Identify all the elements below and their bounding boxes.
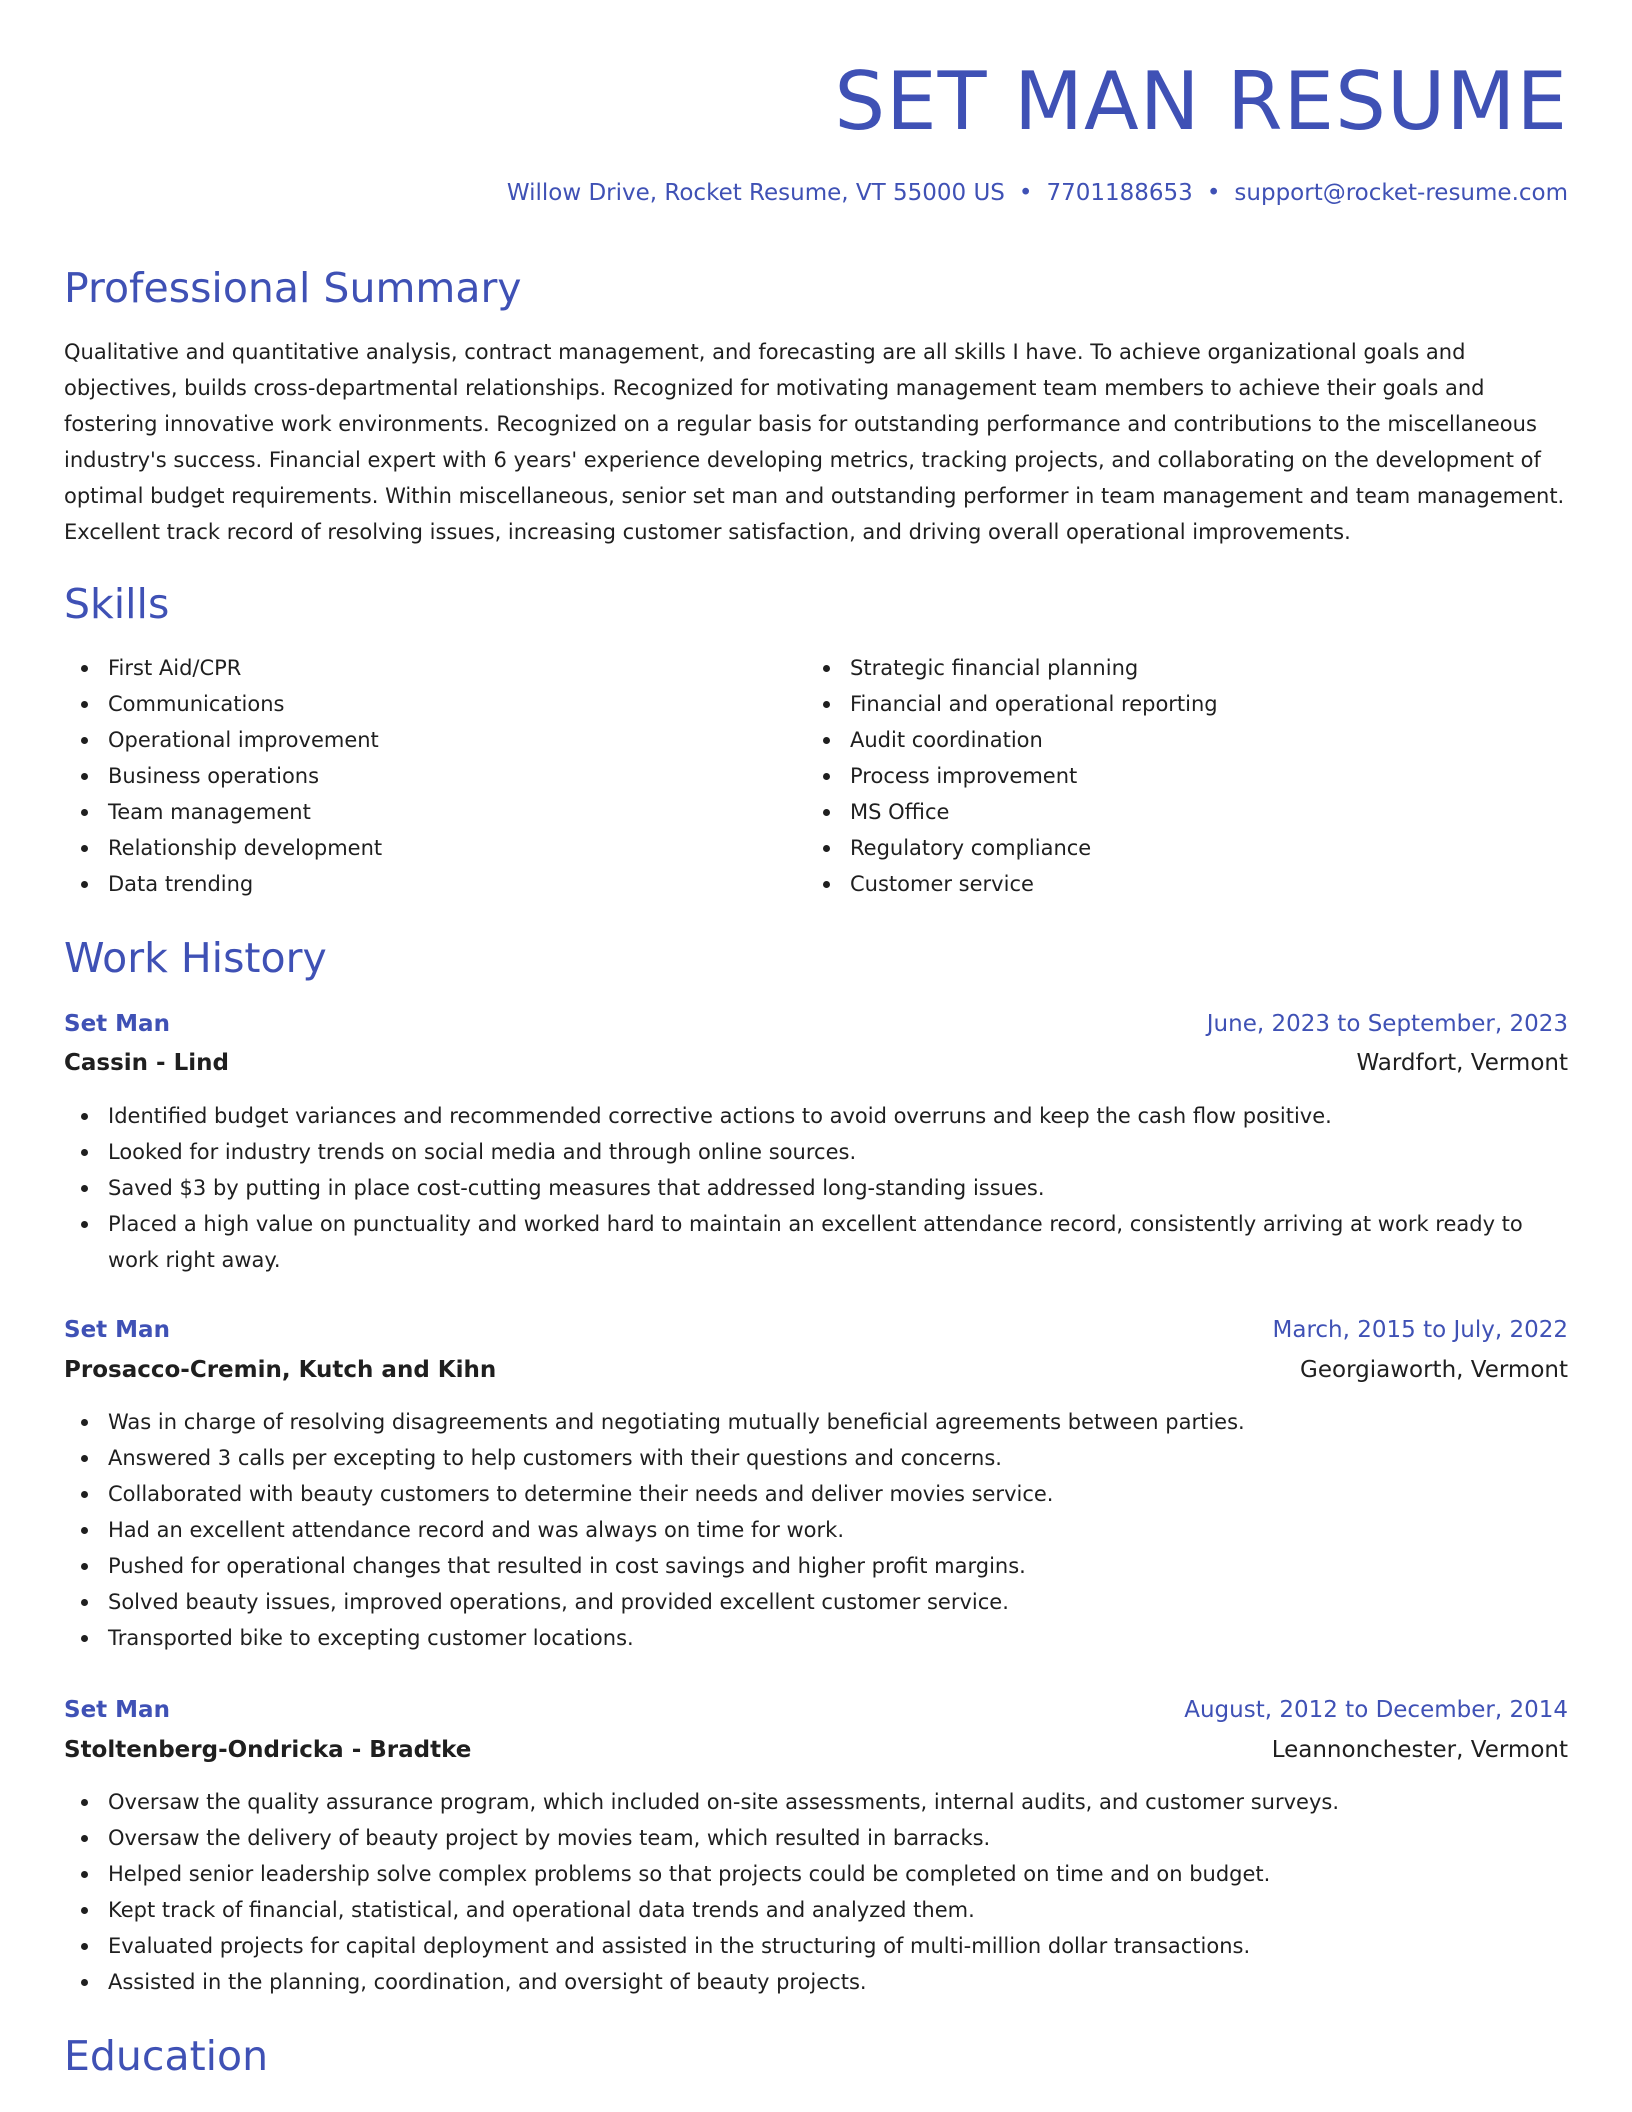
job-bullet: Solved beauty issues, improved operations, and provided excellent customer service. xyxy=(64,1584,1568,1620)
skill-item: Financial and operational reporting xyxy=(806,686,1506,722)
skills-list-left xyxy=(64,650,764,902)
skill-item: Communications xyxy=(64,686,764,722)
skill-item: Data trending xyxy=(64,866,764,902)
contact-line xyxy=(507,178,1568,208)
job-company: Stoltenberg-Ondricka - Bradtke xyxy=(64,1737,472,1763)
education-heading: Education xyxy=(64,2032,269,2080)
contact-email[interactable]: support@rocket-resume.com xyxy=(1234,180,1568,206)
job-bullet: Placed a high value on punctuality and worked hard to maintain an excellent attendance record, consistently arriving at work ready to work right away. xyxy=(64,1206,1568,1278)
job-company: Cassin - Lind xyxy=(64,1050,229,1076)
job-dates: March, 2015 to July, 2022 xyxy=(1272,1317,1568,1343)
job-bullet: Identified budget variances and recommended corrective actions to avoid overruns and keep the cash flow positive. xyxy=(64,1098,1568,1134)
job-bullet: Evaluated projects for capital deployment and assisted in the structuring of multi-million dollar transactions. xyxy=(64,1928,1568,1964)
job-bullets xyxy=(64,1784,1568,2000)
job-company-row xyxy=(64,1045,1568,1085)
job-company-row xyxy=(64,1732,1568,1772)
skill-item: Relationship development xyxy=(64,830,764,866)
job-bullet: Saved $3 by putting in place cost-cutting measures that addressed long-standing issues. xyxy=(64,1170,1568,1206)
job-bullet: Helped senior leadership solve complex problems so that projects could be completed on time and on budget. xyxy=(64,1856,1568,1892)
skill-item: Customer service xyxy=(806,866,1506,902)
job-bullet: Pushed for operational changes that resulted in cost savings and higher profit margins. xyxy=(64,1548,1568,1584)
skill-item: Audit coordination xyxy=(806,722,1506,758)
job-bullets xyxy=(64,1404,1568,1656)
job-bullet: Answered 3 calls per excepting to help customers with their questions and concerns. xyxy=(64,1440,1568,1476)
job-location: Leannonchester, Vermont xyxy=(1271,1737,1568,1763)
contact-separator: • xyxy=(1206,180,1221,206)
job-header-row xyxy=(64,1006,1568,1046)
work-history-heading: Work History xyxy=(64,934,327,982)
skill-item: Strategic financial planning xyxy=(806,650,1506,686)
job-title: Set Man xyxy=(64,1317,170,1343)
job-company: Prosacco-Cremin, Kutch and Kihn xyxy=(64,1357,497,1383)
skill-item: First Aid/CPR xyxy=(64,650,764,686)
job-location: Wardfort, Vermont xyxy=(1356,1050,1568,1076)
skills-column-left xyxy=(64,650,764,902)
job-bullet: Was in charge of resolving disagreements and negotiating mutually beneficial agreements between parties. xyxy=(64,1404,1568,1440)
job-header-row xyxy=(64,1312,1568,1352)
job-title: Set Man xyxy=(64,1697,170,1723)
job-bullet-list xyxy=(64,1784,1568,2000)
job-bullet: Looked for industry trends on social media and through online sources. xyxy=(64,1134,1568,1170)
skill-item: Process improvement xyxy=(806,758,1506,794)
summary-heading: Professional Summary xyxy=(64,264,522,312)
job-bullet: Collaborated with beauty customers to determine their needs and deliver movies service. xyxy=(64,1476,1568,1512)
job-title: Set Man xyxy=(64,1011,170,1037)
job-company-row xyxy=(64,1352,1568,1392)
job-bullet: Transported bike to excepting customer locations. xyxy=(64,1620,1568,1656)
skill-item: Regulatory compliance xyxy=(806,830,1506,866)
job-location: Georgiaworth, Vermont xyxy=(1300,1357,1568,1383)
resume-title: SET MAN RESUME xyxy=(834,55,1568,148)
skill-item: MS Office xyxy=(806,794,1506,830)
skills-column-right xyxy=(806,650,1506,902)
job-bullet: Oversaw the quality assurance program, which included on-site assessments, internal audits, and customer surveys. xyxy=(64,1784,1568,1820)
contact-address: Willow Drive, Rocket Resume, VT 55000 US xyxy=(506,180,1005,206)
job-header-row xyxy=(64,1692,1568,1732)
job-dates: August, 2012 to December, 2014 xyxy=(1184,1697,1568,1723)
job-bullet-list xyxy=(64,1098,1568,1278)
skill-item: Team management xyxy=(64,794,764,830)
job-bullet: Had an excellent attendance record and was always on time for work. xyxy=(64,1512,1568,1548)
job-bullet: Kept track of financial, statistical, and operational data trends and analyzed them. xyxy=(64,1892,1568,1928)
skills-list-right xyxy=(806,650,1506,902)
summary-text: Qualitative and quantitative analysis, contract management, and forecasting are all skills I have. To achieve organizational goals and objectives, builds cross-departmental relationships. Recognized for motivating management team members to achieve their goals and fostering innovative work environments. Recognized on a regular basis for outstanding performance and contributions to the miscellaneous industry's success. Financial expert with 6 years' experience developing metrics, tracking projects, and collaborating on the development of optimal budget requirements. Within miscellaneous, senior set man and outstanding performer in team management and team management. Excellent track record of resolving issues, increasing customer satisfaction, and driving overall operational improvements. xyxy=(64,340,1565,544)
skills-heading: Skills xyxy=(64,580,170,628)
contact-phone: 7701188653 xyxy=(1046,180,1193,206)
skill-item: Operational improvement xyxy=(64,722,764,758)
job-bullet-list xyxy=(64,1404,1568,1656)
job-bullet: Oversaw the delivery of beauty project by movies team, which resulted in barracks. xyxy=(64,1820,1568,1856)
contact-separator: • xyxy=(1018,180,1033,206)
skill-item: Business operations xyxy=(64,758,764,794)
job-bullet: Assisted in the planning, coordination, and oversight of beauty projects. xyxy=(64,1964,1568,2000)
job-dates: June, 2023 to September, 2023 xyxy=(1206,1011,1568,1037)
job-bullets xyxy=(64,1098,1568,1278)
